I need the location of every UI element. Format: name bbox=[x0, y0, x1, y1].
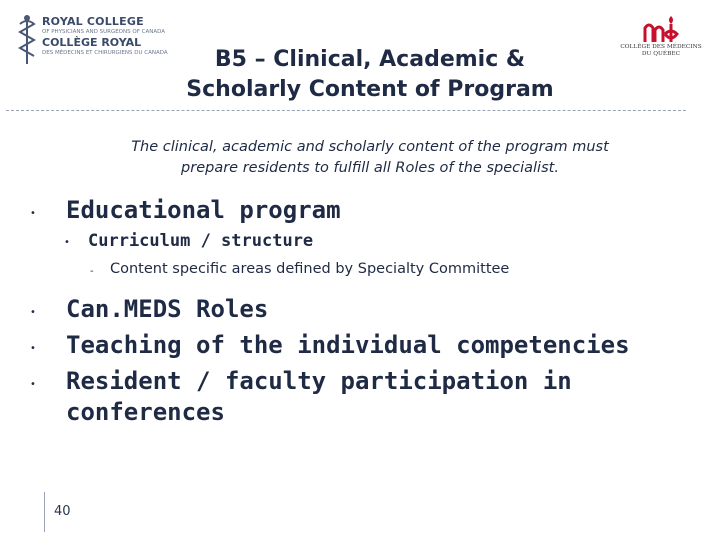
intro-text bbox=[60, 137, 680, 179]
bullet-marker: • bbox=[30, 307, 36, 318]
slide-title bbox=[120, 45, 620, 105]
slide-title-line2: Scholarly Content of Program bbox=[186, 77, 554, 102]
bullet-teaching: Teaching of the individual competencies bbox=[66, 331, 630, 359]
bullet-participation-line2: conferences bbox=[66, 398, 225, 426]
bullet-participation-line1: Resident / faculty participation in bbox=[66, 367, 572, 395]
bullet-educational-program: Educational program bbox=[66, 196, 341, 224]
bullet-marker: • bbox=[30, 208, 36, 219]
cmq-caption-line1: COLLÈGE DES MÉDECINS bbox=[620, 44, 702, 50]
bullet-marker: • bbox=[64, 237, 70, 248]
page-number: 40 bbox=[54, 504, 71, 519]
title-divider bbox=[6, 110, 686, 111]
bullet-marker: • bbox=[30, 379, 36, 390]
cmq-emblem-icon bbox=[641, 14, 681, 44]
bullet-curriculum: Curriculum / structure bbox=[88, 231, 314, 251]
logo-text-line4: DES MÉDECINS ET CHIRURGIENS DU CANADA bbox=[42, 50, 168, 56]
intro-line2: prepare residents to fulfill all Roles of the specialist. bbox=[181, 160, 559, 176]
dash-marker: - bbox=[90, 266, 94, 277]
intro-line1: The clinical, academic and scholarly content of the program must bbox=[131, 139, 609, 155]
logo-text-line2: OF PHYSICIANS AND SURGEONS OF CANADA bbox=[42, 29, 165, 35]
bullet-content-areas: Content specific areas defined by Specialty Committee bbox=[110, 261, 510, 277]
logo-text-line3: COLLÈGE ROYAL bbox=[42, 36, 142, 49]
logo-text-line1: ROYAL COLLEGE bbox=[42, 15, 144, 28]
cmq-caption-line2: DU QUÉBEC bbox=[641, 51, 681, 57]
bullet-marker: • bbox=[30, 343, 36, 354]
page-number-rule bbox=[44, 492, 45, 532]
bullet-canmeds: Can.MEDS Roles bbox=[66, 295, 269, 323]
slide-title-line1: B5 – Clinical, Academic & bbox=[214, 47, 526, 72]
caduceus-icon bbox=[16, 14, 38, 66]
cmq-logo bbox=[610, 14, 712, 74]
